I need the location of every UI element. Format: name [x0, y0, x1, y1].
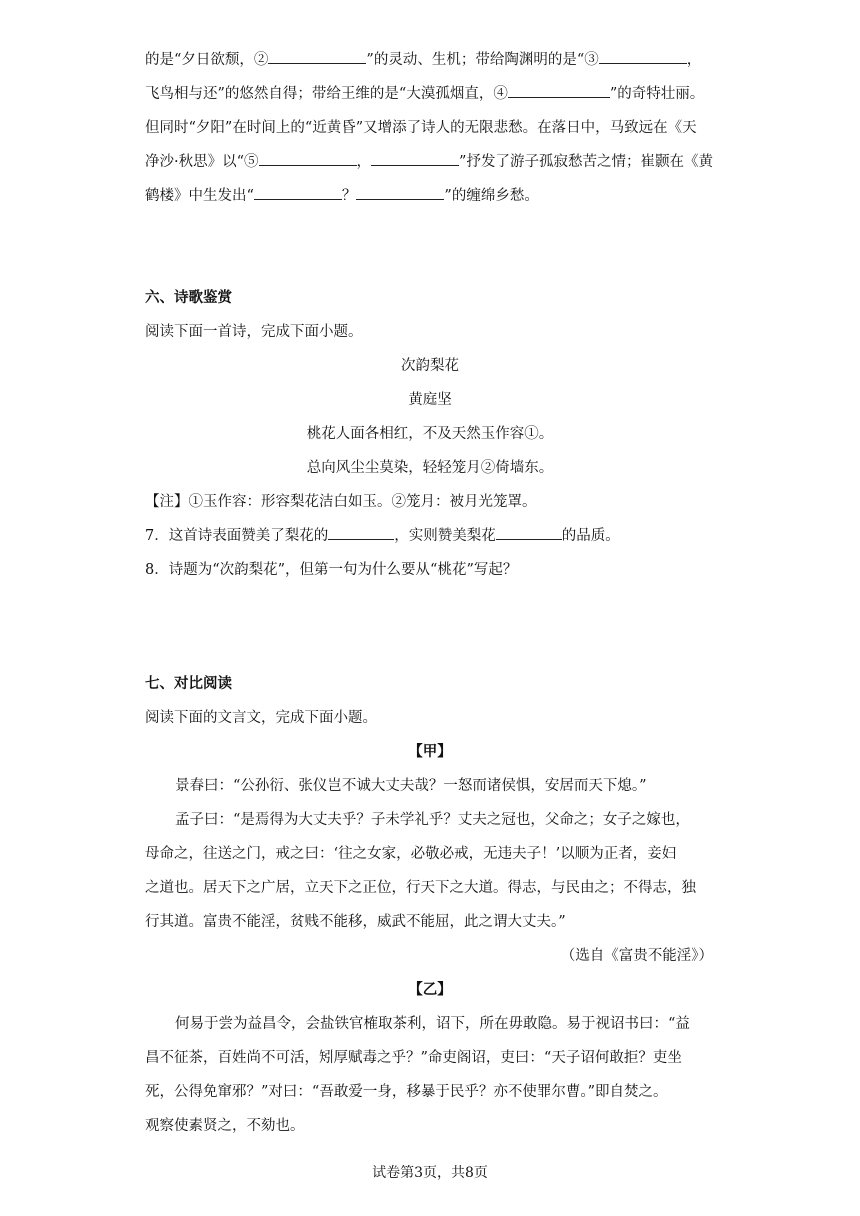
fill-line-2 — [145, 82, 704, 103]
text: ，实则赞美梨花 — [394, 528, 496, 544]
poem-title: 次韵梨花 — [401, 358, 459, 374]
text: 的是“夕日欲颓，② — [145, 52, 269, 68]
yi-line-2: 昌不征茶，百姓尚不可活，矧厚赋毒之乎？”命吏阁诏，吏曰：“天子诏何敢拒？吏坐 — [145, 1050, 682, 1066]
text: ”抒发了游子孤寂愁苦之情；崔颢在《黄 — [459, 154, 713, 170]
text: 鹤楼》中生发出“ — [145, 188, 254, 204]
text: 的品质。 — [561, 528, 620, 544]
text: ， — [686, 52, 702, 68]
answer-blank-6b[interactable] — [356, 184, 444, 200]
jia-line-4: 之道也。居天下之广居，立天下之正位，行天下之大道。得志，与民由之；不得志，独 — [145, 880, 696, 896]
poem-line-1: 桃花人面各相红，不及天然玉作容①。 — [306, 426, 554, 442]
jia-line-3: 母命之，往送之门，戒之曰：‘往之女家，必敬必戒，无违夫子！’以顺为正者，妾妇 — [145, 846, 677, 862]
fill-line-4 — [145, 150, 713, 171]
answer-blank-6a[interactable] — [254, 184, 342, 200]
answer-blank-q7b[interactable] — [496, 524, 562, 540]
fill-line-5 — [145, 184, 539, 205]
answer-blank-3[interactable] — [599, 48, 687, 64]
passage-yi-label: 【乙】 — [408, 981, 452, 998]
page-footer: 试卷第3页，共8页 — [372, 1165, 488, 1181]
text: ”的奇特壮丽。 — [609, 86, 705, 102]
jia-line-5: 行其道。富贵不能淫，贫贱不能移，威武不能屈，此之谓大丈夫。” — [145, 914, 566, 930]
text: 净沙·秋思》以“⑤ — [145, 154, 259, 170]
yi-line-4: 观察使素贤之，不劾也。 — [145, 1118, 305, 1134]
text: ”的缠绵乡愁。 — [444, 188, 539, 204]
text: ”的灵动、生机；带给陶渊明的是“③ — [366, 52, 599, 68]
fill-line-3: 但同时“夕阳”在时间上的“近黄昏”又增添了诗人的无限悲愁。在落日中，马致远在《天 — [145, 120, 697, 136]
answer-blank-5a[interactable] — [259, 150, 357, 166]
poem-author: 黄庭坚 — [408, 392, 452, 408]
text: 飞鸟相与还”的悠然自得；带给王维的是“大漠孤烟直，④ — [145, 86, 508, 102]
question-8: 8．诗题为“次韵梨花”，但第一句为什么要从“桃花”写起？ — [145, 562, 518, 578]
question-7 — [145, 524, 620, 545]
passage-jia-label: 【甲】 — [408, 743, 452, 760]
jia-line-2: 孟子曰：“是焉得为大丈夫乎？子未学礼乎？丈夫之冠也，父命之；女子之嫁也， — [175, 812, 690, 828]
answer-blank-4[interactable] — [508, 82, 610, 98]
text: 7．这首诗表面赞美了梨花的 — [145, 528, 329, 544]
section-heading-7: 七、对比阅读 — [145, 675, 232, 692]
text: ？ — [341, 188, 357, 204]
yi-line-3: 死，公得免窜邪？”对曰：“吾敢爱一身，移暴于民乎？亦不使罪尔曹。”即自焚之。 — [145, 1084, 668, 1100]
poem-note: 【注】①玉作容：形容梨花洁白如玉。②笼月：被月光笼罩。 — [145, 494, 537, 510]
jia-line-1: 景春曰：“公孙衍、张仪岂不诚大丈夫哉？一怒而诸侯惧，安居而天下熄。” — [175, 778, 647, 794]
section-heading-6: 六、诗歌鉴赏 — [145, 289, 232, 306]
text: ， — [356, 154, 372, 170]
answer-blank-2[interactable] — [268, 48, 366, 64]
jia-source: （选自《富贵不能淫》） — [560, 948, 713, 964]
answer-blank-5b[interactable] — [371, 150, 459, 166]
section-instruction-7: 阅读下面的文言文，完成下面小题。 — [145, 710, 377, 726]
answer-blank-q7a[interactable] — [328, 524, 394, 540]
yi-line-1: 何易于尝为益昌令，会盐铁官榷取茶利，诏下，所在毋敢隐。易于视诏书曰：“益 — [175, 1016, 690, 1032]
section-instruction-6: 阅读下面一首诗，完成下面小题。 — [145, 324, 363, 340]
fill-line-1 — [145, 48, 701, 69]
poem-line-2: 总向风尘尘莫染，轻轻笼月②倚墙东。 — [306, 460, 554, 476]
